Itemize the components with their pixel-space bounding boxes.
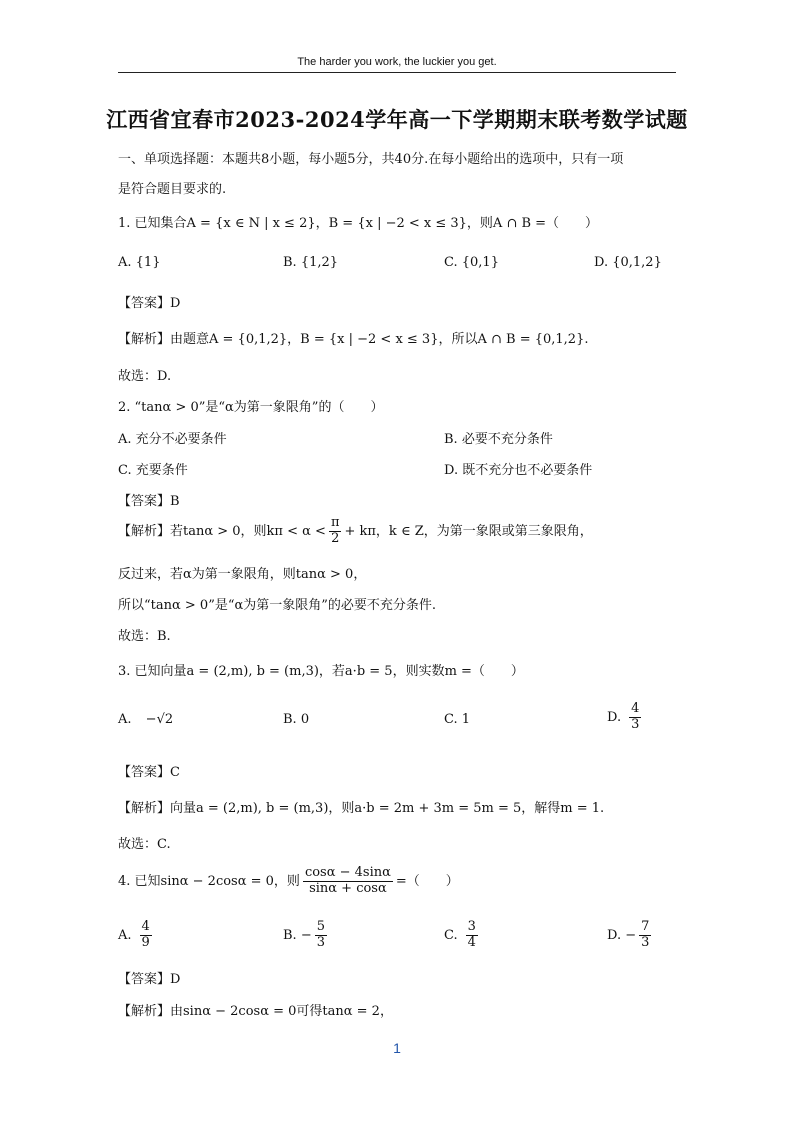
section-intro-line1: 一、单项选择题：本题共8小题，每小题5分，共40分.在每小题给出的选项中，只有一项 xyxy=(118,152,624,167)
question-1-analysis: 【解析】由题意A = {0,1,2}，B = {x | −2 < x ≤ 3}，所以A ∩ B = {0,1,2}. xyxy=(118,332,589,347)
question-1-conclusion: 故选：D. xyxy=(118,369,172,384)
question-2-answer: 【答案】B xyxy=(118,494,180,509)
question-3-analysis: 【解析】向量a = (2,m), b = (m,3)，则a·b = 2m + 3m = 5m = 5，解得m = 1. xyxy=(118,801,605,816)
question-3-option-a: A. −√2 xyxy=(118,712,174,727)
question-4-stem: 4. 已知sinα − 2cosα = 0，则 $\frac{\cos\alpha - 4\sin\alpha}{\sin\alpha + \cos\alpha}$ =（ ） xyxy=(118,865,459,896)
question-3-stem: 3. 已知向量a = (2,m), b = (m,3)，若a·b = 5，则实数m =（ ） xyxy=(118,664,524,679)
pi-over-2-fraction xyxy=(329,516,342,547)
question-1-stem: 1. 已知集合A = {x ∈ N | x ≤ 2}，B = {x | −2 < x ≤ 3}，则A ∩ B =（ ） xyxy=(118,216,599,231)
question-2-conclusion: 故选：B. xyxy=(118,629,171,644)
question-3-option-d: D. $\frac{4}{3}$ xyxy=(607,701,640,732)
question-2-option-d: D. 既不充分也不必要条件 xyxy=(444,463,593,478)
question-2-analysis-line2: 反过来，若α为第一象限角，则tanα > 0， xyxy=(118,567,367,582)
fraction-denominator: 2 xyxy=(331,530,340,546)
document-title: 江西省宜春市2023-2024学年高一下学期期末联考数学试题 xyxy=(106,107,688,132)
minus-sqrt-2: −√2 xyxy=(145,712,174,727)
question-2-analysis-line3: 所以“tanα > 0”是“α为第一象限角”的必要不充分条件. xyxy=(118,598,437,613)
question-2-option-a: A. 充分不必要条件 xyxy=(118,432,227,447)
question-1-answer: 【答案】D xyxy=(118,296,181,311)
question-3-option-c: C. 1 xyxy=(444,712,471,727)
question-1-option-a: A. {1} xyxy=(118,255,161,270)
question-1-option-c: C. {0,1} xyxy=(444,255,499,270)
question-4-analysis: 【解析】由sinα − 2cosα = 0可得tanα = 2， xyxy=(118,1004,393,1019)
question-2-stem: 2. “tanα > 0”是“α为第一象限角”的（ ） xyxy=(118,400,384,415)
page-number: 1 xyxy=(393,1040,401,1056)
question-4-option-d: D. − $\frac{7}{3}$ xyxy=(607,919,650,950)
page-header: The harder you work, the luckier you get. xyxy=(297,56,497,68)
question-2-analysis-part2: + kπ，k ∈ Z，为第一象限或第三象限角， xyxy=(344,523,593,539)
question-3-option-b: B. 0 xyxy=(283,712,310,727)
question-4-fraction: $\frac{\cos\alpha - 4\sin\alpha}{\sin\alpha + \cos\alpha}$ xyxy=(304,865,391,896)
question-1-option-b: B. {1,2} xyxy=(283,255,339,270)
fraction-numerator: π xyxy=(330,515,340,530)
section-intro-line2: 是符合题目要求的. xyxy=(118,182,227,197)
question-4-option-b: B. − $\frac{5}{3}$ xyxy=(283,919,325,950)
question-2-analysis xyxy=(118,516,593,547)
question-4-answer: 【答案】D xyxy=(118,972,181,987)
question-4-option-a: A. $\frac{4}{9}$ xyxy=(118,919,150,950)
option-d-fraction: $\frac{4}{3}$ xyxy=(631,701,640,732)
question-4-option-c: C. $\frac{3}{4}$ xyxy=(444,919,476,950)
question-2-option-c: C. 充要条件 xyxy=(118,463,188,478)
header-rule xyxy=(118,72,676,73)
question-3-conclusion: 故选：C. xyxy=(118,837,171,852)
question-2-analysis-part1: 【解析】若tanα > 0，则kπ < α < xyxy=(118,523,326,539)
question-2-option-b: B. 必要不充分条件 xyxy=(444,432,553,447)
question-3-answer: 【答案】C xyxy=(118,765,180,780)
question-1-option-d: D. {0,1,2} xyxy=(594,255,662,270)
